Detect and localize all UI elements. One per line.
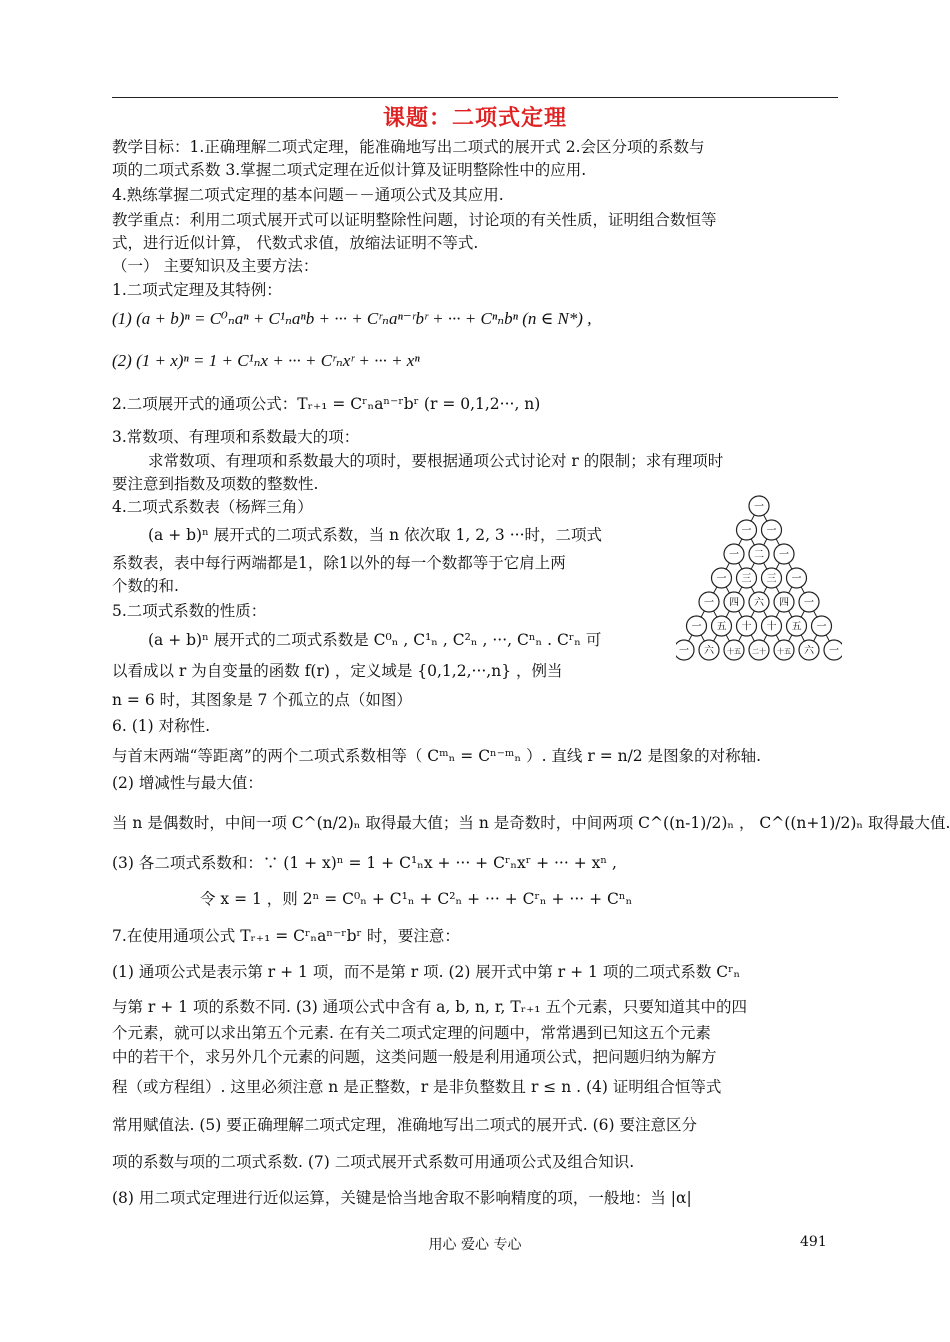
triangle-node bbox=[774, 544, 794, 564]
svg-text:一: 一 bbox=[741, 525, 752, 537]
triangle-node bbox=[737, 616, 757, 636]
triangle-node bbox=[749, 640, 769, 660]
triangle-node bbox=[774, 640, 794, 660]
svg-text:十五: 十五 bbox=[777, 647, 791, 656]
triangle-node bbox=[787, 616, 807, 636]
triangle-node bbox=[749, 592, 769, 612]
svg-text:一: 一 bbox=[816, 621, 827, 633]
triangle-node bbox=[774, 592, 794, 612]
text-line: 4.熟练掌握二项式定理的基本问题－－通项公式及其应用. bbox=[112, 186, 504, 204]
text-line: (1) 通项公式是表示第 r + 1 项，而不是第 r 项. (2) 展开式中第 r + 1 项的二项式系数 Cʳₙ bbox=[112, 963, 741, 981]
page-title: 课题：二项式定理 bbox=[382, 106, 567, 131]
footer-center: 用心 爱心 专心 bbox=[428, 1237, 522, 1253]
text-line: (a + b)ⁿ 展开式的二项式系数，当 n 依次取 1, 2, 3 ···时，二项式 bbox=[148, 526, 602, 544]
page-number: 491 bbox=[800, 1234, 827, 1250]
svg-text:五: 五 bbox=[791, 621, 802, 633]
text-line: 个元素，就可以求出第五个元素. 在有关二项式定理的问题中，常常遇到已知这五个元素 bbox=[112, 1024, 711, 1042]
svg-text:一: 一 bbox=[779, 549, 789, 561]
svg-text:一: 一 bbox=[729, 549, 739, 561]
text-line: 教学目标：1.正确理解二项式定理，能准确地写出二项式的展开式 2.会区分项的系数与 bbox=[112, 138, 705, 156]
svg-text:一: 一 bbox=[691, 621, 702, 633]
text-line: 1.二项式定理及其特例： bbox=[112, 281, 282, 299]
text-line: 项的系数与项的二项式系数. (7) 二项式展开式系数可用通项公式及组合知识. bbox=[112, 1153, 635, 1171]
triangle-node bbox=[762, 568, 782, 588]
text-line: 与首末两端“等距离”的两个二项式系数相等（ Cᵐₙ = Cⁿ⁻ᵐₙ ）. 直线 r = n/2 是图象的对称轴. bbox=[112, 747, 762, 765]
svg-text:十: 十 bbox=[741, 621, 752, 633]
svg-text:一: 一 bbox=[704, 597, 714, 609]
triangle-node bbox=[824, 640, 842, 660]
svg-text:一: 一 bbox=[679, 645, 689, 657]
text-line: 常用赋值法. (5) 要正确理解二项式定理，准确地写出二项式的展开式. (6) 要注意区分 bbox=[112, 1116, 697, 1134]
triangle-node bbox=[712, 616, 732, 636]
triangle-node bbox=[724, 592, 744, 612]
text-line: 3.常数项、有理项和系数最大的项： bbox=[112, 428, 360, 446]
triangle-node bbox=[676, 640, 694, 660]
triangle-node bbox=[799, 592, 819, 612]
svg-text:十五: 十五 bbox=[727, 647, 741, 656]
text-line: 要注意到指数及项数的整数性. bbox=[112, 475, 319, 493]
svg-text:一: 一 bbox=[804, 597, 814, 609]
triangle-node bbox=[749, 544, 769, 564]
text-line: 5.二项式系数的性质： bbox=[112, 602, 267, 620]
text-line: 程（或方程组）. 这里必须注意 n 是正整数，r 是非负整数且 r ≤ n . (4) 证明组合恒等式 bbox=[112, 1078, 722, 1096]
svg-text:一: 一 bbox=[754, 501, 764, 513]
text-line: 项的二项式系数 3.掌握二项式定理在近似计算及证明整除性中的应用. bbox=[112, 161, 587, 179]
triangle-node bbox=[724, 544, 744, 564]
svg-text:四: 四 bbox=[729, 597, 739, 609]
triangle-node bbox=[762, 616, 782, 636]
text-line: (8) 用二项式定理进行近似运算，关键是恰当地舍取不影响精度的项，一般地：当 |α| bbox=[112, 1189, 692, 1207]
text-line: 系数表，表中每行两端都是1，除1以外的每一个数都等于它肩上两 bbox=[112, 554, 566, 572]
svg-text:三: 三 bbox=[741, 573, 752, 585]
triangle-node bbox=[737, 568, 757, 588]
triangle-node bbox=[687, 616, 707, 636]
text-line: 6. (1) 对称性. bbox=[112, 717, 211, 735]
header-rule bbox=[112, 97, 838, 98]
triangle-node bbox=[762, 520, 782, 540]
text-line: 以看成以 r 为自变量的函数 f(r) ，定义域是 {0,1,2,···,n} ，例当 bbox=[112, 662, 563, 680]
formula-binomial: (1) (a + b)ⁿ = C⁰ₙaⁿ + C¹ₙaⁿb + ··· + Cʳₙaⁿ⁻ʳbʳ + ··· + Cⁿₙbⁿ (n ∈ N*) , bbox=[112, 309, 592, 328]
svg-text:五: 五 bbox=[716, 621, 727, 633]
text-line: 教学重点：利用二项式展开式可以证明整除性问题，讨论项的有关性质，证明组合数恒等 bbox=[112, 211, 717, 229]
triangle-node bbox=[799, 640, 819, 660]
formula-special-case: (2) (1 + x)ⁿ = 1 + C¹ₙx + ··· + Cʳₙxʳ + ··· + xⁿ bbox=[112, 351, 420, 370]
text-line: 中的若干个，求另外几个元素的问题，这类问题一般是利用通项公式，把问题归纳为解方 bbox=[112, 1048, 717, 1066]
svg-text:一: 一 bbox=[829, 645, 839, 657]
svg-text:一: 一 bbox=[716, 573, 727, 585]
svg-text:一: 一 bbox=[791, 573, 802, 585]
text-line: 令 x = 1 ，则 2ⁿ = C⁰ₙ + C¹ₙ + C²ₙ + ··· + Cʳₙ + ··· + Cⁿₙ bbox=[200, 890, 633, 908]
yanghui-triangle-figure bbox=[676, 494, 842, 664]
triangle-node bbox=[699, 592, 719, 612]
svg-text:六: 六 bbox=[804, 645, 814, 657]
text-line: 求常数项、有理项和系数最大的项时，要根据通项公式讨论对 r 的限制；求有理项时 bbox=[148, 452, 724, 470]
triangle-node bbox=[712, 568, 732, 588]
svg-text:四: 四 bbox=[779, 597, 789, 609]
text-line: 式，进行近似计算， 代数式求值，放缩法证明不等式. bbox=[112, 234, 479, 252]
svg-text:二: 二 bbox=[754, 549, 764, 561]
svg-text:六: 六 bbox=[704, 645, 714, 657]
text-line: 7.在使用通项公式 Tᵣ₊₁ = Cʳₙaⁿ⁻ʳbʳ 时，要注意： bbox=[112, 927, 460, 945]
text-line: (a + b)ⁿ 展开式的二项式系数是 C⁰ₙ , C¹ₙ , C²ₙ , ···, Cⁿₙ . Cʳₙ 可 bbox=[148, 631, 602, 649]
triangle-node bbox=[787, 568, 807, 588]
triangle-node bbox=[699, 640, 719, 660]
text-line: 当 n 是偶数时，中间一项 C^(n/2)ₙ 取得最大值；当 n 是奇数时，中间两项 C^((n-1)/2)ₙ ， C^((n+1)/2)ₙ 取得最大值. bbox=[112, 814, 950, 832]
svg-text:三: 三 bbox=[766, 573, 777, 585]
triangle-node bbox=[812, 616, 832, 636]
text-line: 个数的和. bbox=[112, 577, 179, 595]
text-line: 与第 r + 1 项的系数不同. (3) 通项公式中含有 a, b, n, r, Tᵣ₊₁ 五个元素，只要知道其中的四 bbox=[112, 998, 747, 1016]
svg-text:一: 一 bbox=[766, 525, 777, 537]
text-line: (3) 各二项式系数和：∵ (1 + x)ⁿ = 1 + C¹ₙx + ··· + Cʳₙxʳ + ··· + xⁿ , bbox=[112, 854, 617, 872]
text-line: 4.二项式系数表（杨辉三角） bbox=[112, 498, 313, 516]
svg-text:二十: 二十 bbox=[752, 647, 766, 656]
section-heading: （一） 主要知识及主要方法： bbox=[112, 257, 319, 275]
triangle-node bbox=[724, 640, 744, 660]
svg-text:六: 六 bbox=[754, 597, 764, 609]
text-line: n = 6 时，其图象是 7 个孤立的点（如图） bbox=[112, 691, 412, 709]
svg-text:十: 十 bbox=[766, 621, 777, 633]
triangle-node bbox=[737, 520, 757, 540]
formula-general-term: 2.二项展开式的通项公式：Tᵣ₊₁ = Cʳₙaⁿ⁻ʳbʳ (r = 0,1,2···, n) bbox=[112, 395, 541, 413]
text-line: (2) 增减性与最大值： bbox=[112, 774, 263, 792]
triangle-node bbox=[749, 496, 769, 516]
